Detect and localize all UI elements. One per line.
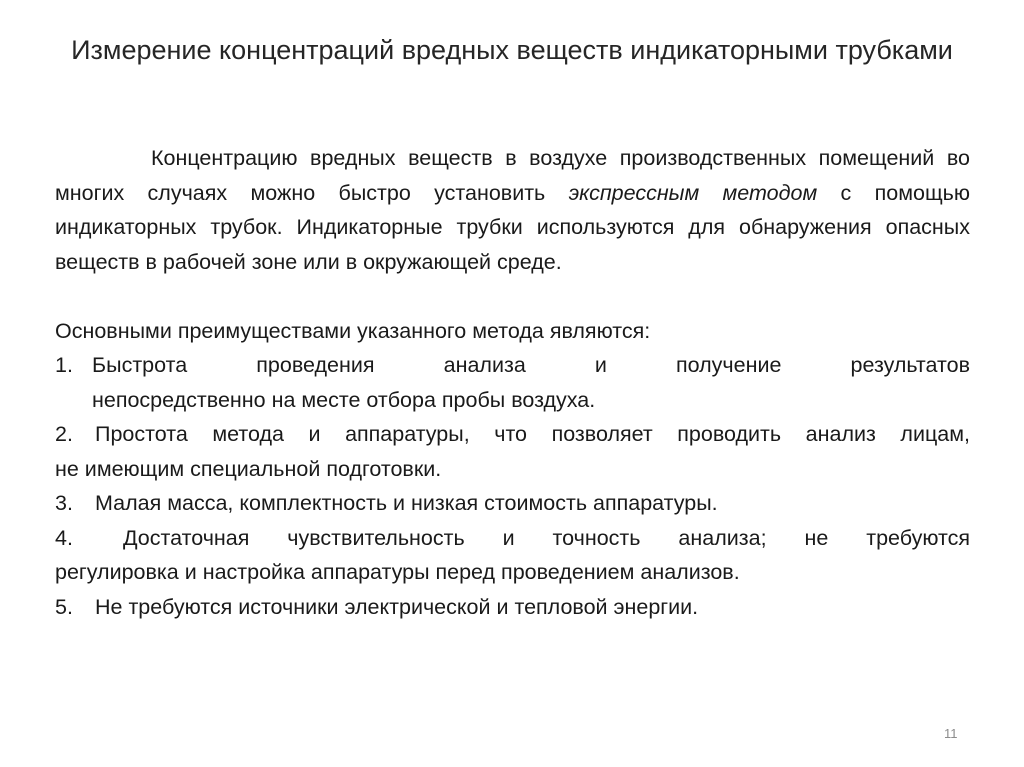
paragraph-spacer — [55, 279, 970, 314]
list-item-number: 1. — [55, 353, 73, 377]
list-item-text: Не требуются источники электрической и тепловой энергии. — [95, 594, 699, 619]
list-item-line-1-text: Простота метода и аппаратуры, что позволяет проводить анализ лицам, — [95, 422, 970, 446]
list-item-5 — [55, 590, 970, 625]
paragraph-emphasis: экспрессным методом — [568, 180, 818, 205]
paragraph-text-start: Концентрацию вредных веществ в воздухе производственных помещений во многих случаях можно быстро установить — [55, 146, 970, 205]
list-item-text: Малая масса, комплектность и низкая стоимость аппаратуры. — [95, 491, 718, 515]
intro-paragraph — [55, 141, 970, 279]
list-item-3 — [55, 486, 970, 521]
page-number: 11 — [944, 726, 958, 741]
list-item-line-1: Быстрота проведения анализа и получение результатов — [92, 353, 970, 377]
list-item-line-1 — [55, 417, 970, 452]
list-item-line-1 — [55, 521, 970, 556]
list-item-1 — [55, 348, 970, 417]
list-item-4 — [55, 521, 970, 590]
slide-title: Измерение концентраций вредных веществ индикаторными трубками — [71, 35, 953, 65]
list-item-line-1-text: Достаточная чувствительность и точность анализа; не требуются — [123, 525, 970, 550]
list-item-number: 2. — [55, 422, 73, 446]
list-item-number: 5. — [55, 594, 73, 619]
list-item-2 — [55, 417, 970, 486]
list-item-number: 3. — [55, 491, 73, 515]
slide-body — [55, 141, 970, 624]
list-item-number: 4. — [55, 525, 73, 550]
advantages-intro: Основными преимуществами указанного метода являются: — [55, 318, 651, 343]
paragraph-text-end: с помощью индикаторных трубок. Индикаторные трубки используются для обнаружения опасных веществ в рабочей зоне или в окружающей среде. — [55, 180, 970, 274]
list-item-line-2: не имеющим специальной подготовки. — [55, 456, 442, 481]
list-item-line-2: регулировка и настройка аппаратуры перед проведением анализов. — [55, 560, 740, 584]
list-item-text — [92, 348, 970, 417]
list-item-line-2: непосредственно на месте отбора пробы воздуха. — [92, 387, 596, 412]
